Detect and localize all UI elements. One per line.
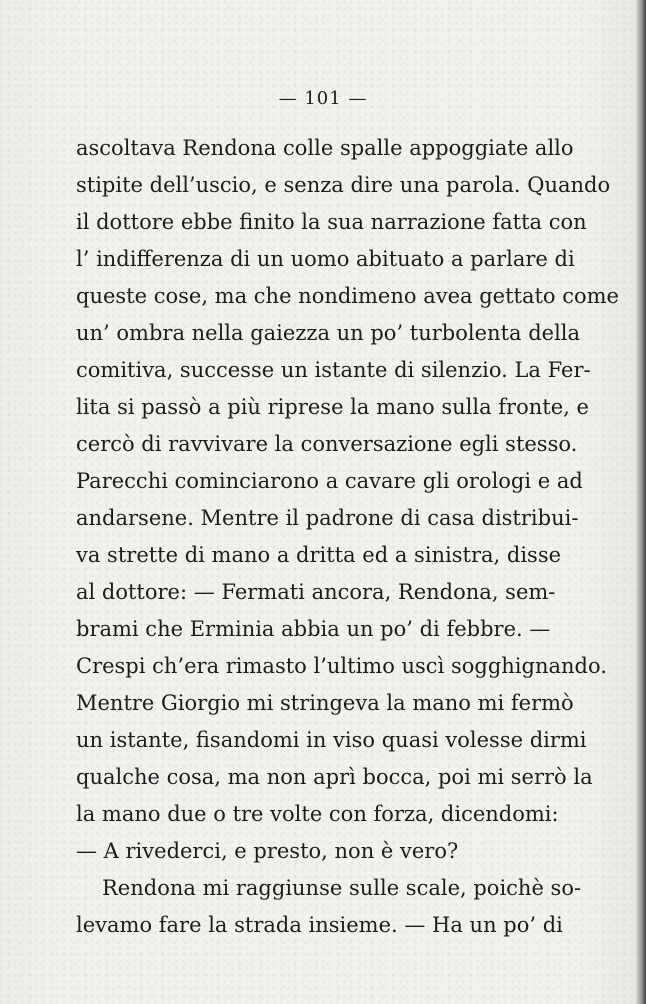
text-line: va strette di mano a dritta ed a sinistra, disse [76, 543, 562, 567]
text-line: stipite dell’uscio, e senza dire una parola. Quando [76, 173, 611, 197]
text-line: lita si passò a più riprese la mano sulla fronte, e [76, 395, 589, 419]
text-line: un’ ombra nella gaiezza un po’ turbolenta della [76, 321, 581, 345]
text-line: la mano due o tre volte con forza, dicendomi: [76, 802, 559, 826]
text-line: brami che Erminia abbia un po’ di febbre. — [76, 617, 551, 641]
text-line: Rendona mi raggiunse sulle scale, poichè so- [102, 876, 582, 900]
text-line: un istante, fisandomi in viso quasi volesse dirmi [76, 728, 587, 752]
text-line: queste cose, ma che nondimeno avea gettato come [76, 284, 619, 308]
body-text [76, 130, 619, 944]
text-line: l’ indifferenza di un uomo abituato a parlare di [76, 247, 575, 271]
text-line: comitiva, successe un istante di silenzio. La Fer- [76, 358, 591, 382]
text-line: Parecchi cominciarono a cavare gli orologi e ad [76, 469, 583, 493]
text-line: al dottore: — Fermati ancora, Rendona, sem- [76, 580, 556, 604]
text-line: il dottore ebbe finito la sua narrazione fatta con [76, 210, 587, 234]
text-line: — A rivederci, e presto, non è vero? [76, 839, 459, 863]
text-line: levamo fare la strada insieme. — Ha un po’ di [76, 913, 563, 937]
page-edge-shadow [636, 0, 646, 1004]
page-number: — 101 — [278, 88, 368, 109]
text-line: andarsene. Mentre il padrone di casa distribui- [76, 506, 579, 530]
text-line: Mentre Giorgio mi stringeva la mano mi fermò [76, 691, 574, 715]
text-line: ascoltava Rendona colle spalle appoggiate allo [76, 136, 574, 160]
text-line: qualche cosa, ma non aprì bocca, poi mi serrò la [76, 765, 593, 789]
text-line: cercò di ravvivare la conversazione egli stesso. [76, 432, 578, 456]
text-line: Crespi ch’era rimasto l’ultimo uscì sogghignando. [76, 654, 607, 678]
